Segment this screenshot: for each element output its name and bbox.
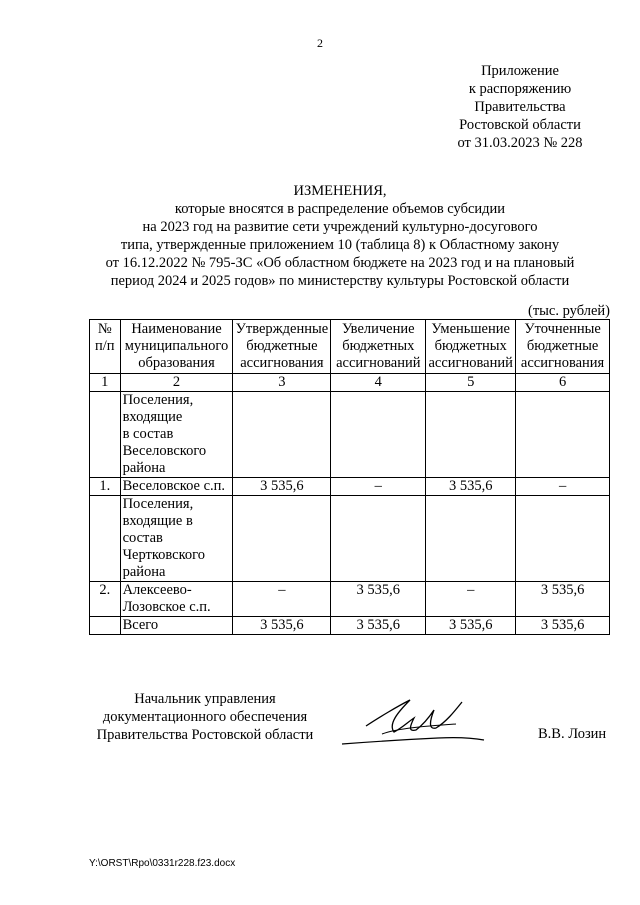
row-increase [331, 392, 426, 478]
total-increase: 3 535,6 [331, 617, 426, 635]
row-name: Поселения, входящие в состав Чертковского района [120, 496, 233, 582]
position-line: Начальник управления [134, 691, 276, 707]
handwritten-signature [338, 688, 488, 758]
table-row [90, 392, 610, 478]
row-name: Поселения, входящие в состав Веселовского района [120, 392, 233, 478]
row-decrease [426, 496, 516, 582]
total-adjusted: 3 535,6 [516, 617, 610, 635]
row-increase [331, 496, 426, 582]
budget-table [89, 319, 610, 635]
row-number [90, 392, 121, 478]
row-increase: 3 535,6 [331, 582, 426, 617]
total-decrease: 3 535,6 [426, 617, 516, 635]
title-line: типа, утвержденные приложением 10 (таблица 8) к Областному закону [120, 237, 560, 253]
file-path: Y:\ORST\Rpo\0331r228.f23.docx [89, 858, 236, 869]
header-cell-approved: Утвержденные бюджетные ассигнования [233, 320, 331, 374]
row-adjusted [516, 392, 610, 478]
header-cell-number: № п/п [90, 320, 121, 374]
row-number: 1. [90, 478, 121, 496]
row-decrease [426, 392, 516, 478]
column-number: 4 [331, 374, 426, 392]
unit-note: (тыс. рублей) [528, 303, 610, 319]
row-approved [233, 392, 331, 478]
row-adjusted: – [516, 478, 610, 496]
signer-name: В.В. Лозин [538, 726, 607, 742]
column-number: 5 [426, 374, 516, 392]
title-heading: ИЗМЕНЕНИЯ, [293, 183, 387, 199]
column-number: 1 [90, 374, 121, 392]
document-title [70, 182, 610, 290]
header-cell-increase: Увеличение бюджетных ассигнований [331, 320, 426, 374]
total-label: Всего [120, 617, 233, 635]
row-adjusted: 3 535,6 [516, 582, 610, 617]
position-line: документационного обеспечения [102, 709, 308, 725]
row-number: 2. [90, 582, 121, 617]
table-row [90, 496, 610, 582]
appendix-block [440, 62, 600, 152]
column-number-row [90, 374, 610, 392]
row-name: Алексеево- Лозовское с.п. [120, 582, 233, 617]
row-approved: 3 535,6 [233, 478, 331, 496]
header-cell-name: Наименование муниципального образования [120, 320, 233, 374]
row-decrease: 3 535,6 [426, 478, 516, 496]
table-row [90, 582, 610, 617]
page-number: 2 [317, 36, 323, 50]
column-number: 6 [516, 374, 610, 392]
row-decrease: – [426, 582, 516, 617]
row-number [90, 496, 121, 582]
total-approved: 3 535,6 [233, 617, 331, 635]
signer-position [90, 690, 320, 744]
total-row [90, 617, 610, 635]
total-number [90, 617, 121, 635]
row-approved: – [233, 582, 331, 617]
table-header-row [90, 320, 610, 374]
table-row [90, 478, 610, 496]
header-cell-adjusted: Уточненные бюджетные ассигнования [516, 320, 610, 374]
row-name: Веселовское с.п. [120, 478, 233, 496]
appendix-line: Ростовской области [459, 117, 581, 133]
row-increase: – [331, 478, 426, 496]
appendix-line: к распоряжению [468, 81, 572, 97]
appendix-line: Правительства [474, 99, 566, 115]
title-line: период 2024 и 2025 годов» по министерству культуры Ростовской области [110, 273, 570, 289]
appendix-line: Приложение [481, 63, 559, 79]
column-number: 2 [120, 374, 233, 392]
appendix-line: от 31.03.2023 № 228 [457, 135, 583, 151]
title-line: на 2023 год на развитие сети учреждений культурно-досугового [142, 219, 538, 235]
title-line: которые вносятся в распределение объемов субсидии [174, 201, 506, 217]
header-cell-decrease: Уменьшение бюджетных ассигнований [426, 320, 516, 374]
column-number: 3 [233, 374, 331, 392]
row-adjusted [516, 496, 610, 582]
row-approved [233, 496, 331, 582]
title-line: от 16.12.2022 № 795-ЗС «Об областном бюджете на 2023 год и на плановый [105, 255, 575, 271]
position-line: Правительства Ростовской области [96, 727, 314, 743]
